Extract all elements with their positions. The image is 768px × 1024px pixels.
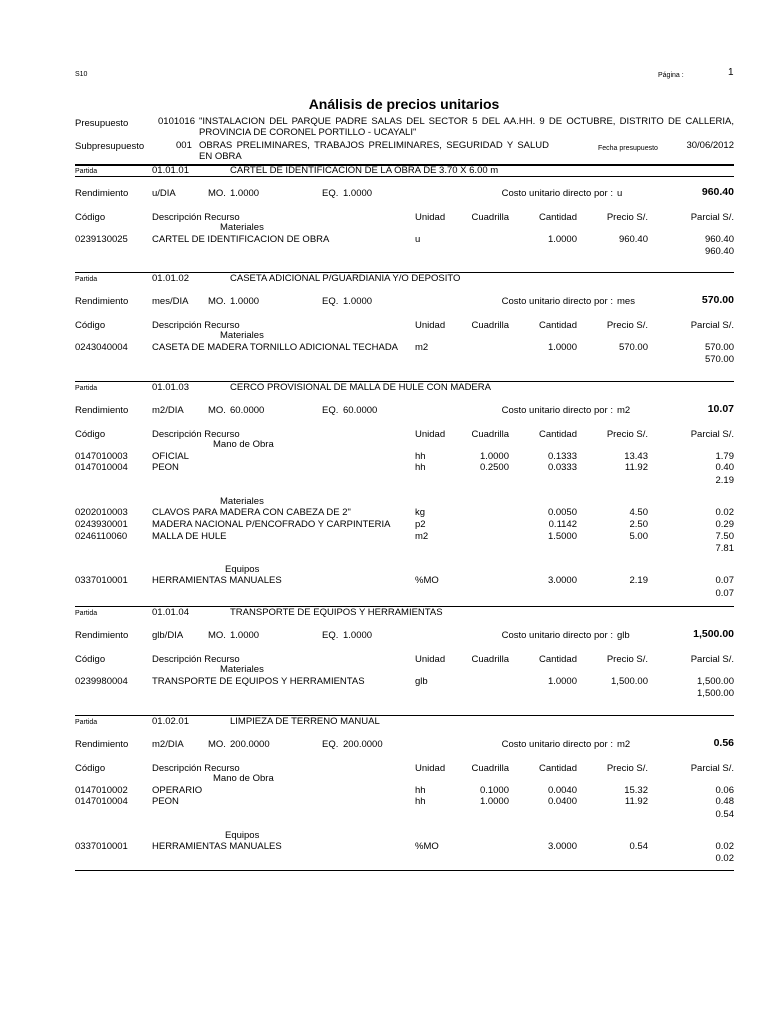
row-cantidad: 0.0040 <box>547 784 577 796</box>
partida-label: Partida <box>75 385 98 392</box>
costo-unitario-label: Costo unitario directo por : <box>501 296 613 307</box>
row-unit: u <box>415 233 421 245</box>
resource-group-label: Materiales <box>220 330 264 341</box>
row-code: 0147010002 <box>75 784 128 796</box>
row-precio: 960.40 <box>618 233 648 245</box>
costo-unitario-value: 10.07 <box>707 403 734 415</box>
column-header-cuadrilla: Cuadrilla <box>471 654 509 665</box>
row-unit: kg <box>415 507 426 519</box>
partida-code: 01.01.01 <box>152 165 189 176</box>
eq-label: EQ. <box>322 405 339 416</box>
resource-group-label: Mano de Obra <box>213 773 274 784</box>
column-header-parcial: Parcial S/. <box>690 654 734 665</box>
column-header-cuadrilla: Cuadrilla <box>471 763 509 774</box>
report-code: S10 <box>75 71 88 78</box>
partida-code: 01.01.04 <box>152 607 189 618</box>
row-cuadrilla: 1.0000 <box>479 450 509 462</box>
column-header-codigo: Código <box>75 212 106 223</box>
rendimiento-unit: mes/DIA <box>152 296 189 307</box>
costo-unitario-unit: glb <box>617 630 630 641</box>
row-cantidad: 0.0333 <box>547 462 577 474</box>
row-description: HERRAMIENTAS MANUALES <box>152 841 282 853</box>
row-parcial: 0.02 <box>715 507 734 519</box>
row-precio: 2.19 <box>629 575 648 587</box>
resource-group-label: Equipos <box>225 829 260 841</box>
row-precio: 11.92 <box>624 796 648 808</box>
costo-unitario-value: 0.56 <box>713 737 734 749</box>
rendimiento-label: Rendimiento <box>75 405 129 416</box>
row-description: PEON <box>152 796 179 808</box>
row-unit: m2 <box>415 341 429 353</box>
mo-value: 1.0000 <box>230 296 260 307</box>
row-precio: 2.50 <box>629 518 648 530</box>
group-subtotal: 2.19 <box>715 474 734 486</box>
row-unit: glb <box>415 675 428 687</box>
page-number: 1 <box>728 67 734 78</box>
column-header-parcial: Parcial S/. <box>690 763 734 774</box>
partida-underline <box>75 176 734 177</box>
row-unit: hh <box>415 462 426 474</box>
column-header-unidad: Unidad <box>415 320 446 331</box>
row-parcial: 570.00 <box>704 341 734 353</box>
row-unit: hh <box>415 784 426 796</box>
partida-label: Partida <box>75 276 98 283</box>
eq-label: EQ. <box>322 739 339 750</box>
row-description: OFICIAL <box>152 450 189 462</box>
costo-unitario-label: Costo unitario directo por : <box>501 405 613 416</box>
row-description: MADERA NACIONAL P/ENCOFRADO Y CARPINTERIA <box>152 518 391 530</box>
row-unit: hh <box>415 796 426 808</box>
row-parcial: 0.02 <box>715 841 734 853</box>
row-code: 0246110060 <box>75 530 128 542</box>
resource-group-label: Equipos <box>225 563 260 575</box>
partida-description: LIMPIEZA DE TERRENO MANUAL <box>230 716 380 727</box>
costo-unitario-unit: m2 <box>617 405 631 416</box>
row-description: HERRAMIENTAS MANUALES <box>152 575 282 587</box>
mo-label: MO. <box>208 405 226 416</box>
row-unit: hh <box>415 450 426 462</box>
row-cantidad: 3.0000 <box>547 841 577 853</box>
presupuesto-label: Presupuesto <box>75 118 129 129</box>
column-header-precio: Precio S/. <box>606 654 648 665</box>
row-code: 0243930001 <box>75 518 128 530</box>
row-unit: m2 <box>415 530 429 542</box>
row-parcial: 7.50 <box>715 530 734 542</box>
costo-unitario-unit: m2 <box>617 739 631 750</box>
fecha-presupuesto-label: Fecha presupuesto <box>598 145 658 152</box>
column-header-parcial: Parcial S/. <box>690 212 734 223</box>
group-subtotal: 0.54 <box>715 808 734 820</box>
row-cuadrilla: 1.0000 <box>479 796 509 808</box>
column-header-descripcion: Descripción Recurso <box>152 429 240 440</box>
row-description: CLAVOS PARA MADERA CON CABEZA DE 2" <box>152 507 351 519</box>
column-header-codigo: Código <box>75 429 106 440</box>
partida-description: CERCO PROVISIONAL DE MALLA DE HULE CON MADERA <box>230 382 491 393</box>
rendimiento-label: Rendimiento <box>75 188 129 199</box>
column-header-cantidad: Cantidad <box>538 429 577 440</box>
eq-label: EQ. <box>322 630 339 641</box>
subpresupuesto-label: Subpresupuesto <box>75 141 145 152</box>
row-unit: p2 <box>415 518 426 530</box>
row-cantidad: 0.1333 <box>547 450 577 462</box>
column-header-descripcion: Descripción Recurso <box>152 320 240 331</box>
fecha-presupuesto-value: 30/06/2012 <box>686 140 734 151</box>
row-cuadrilla: 0.1000 <box>479 784 509 796</box>
costo-unitario-value: 1,500.00 <box>693 628 734 640</box>
row-code: 0243040004 <box>75 341 128 353</box>
row-code: 0337010001 <box>75 841 128 853</box>
column-header-unidad: Unidad <box>415 654 446 665</box>
column-header-precio: Precio S/. <box>606 429 648 440</box>
column-header-unidad: Unidad <box>415 763 446 774</box>
column-header-cantidad: Cantidad <box>538 654 577 665</box>
mo-label: MO. <box>208 296 226 307</box>
subpresupuesto-description: OBRAS PRELIMINARES, TRABAJOS PRELIMINARES, SEGURIDAD Y SALUD EN OBRA <box>199 140 549 162</box>
column-header-parcial: Parcial S/. <box>690 429 734 440</box>
column-header-parcial: Parcial S/. <box>690 320 734 331</box>
column-header-unidad: Unidad <box>415 212 446 223</box>
mo-value: 200.0000 <box>230 739 270 750</box>
row-code: 0202010003 <box>75 507 128 519</box>
subpresupuesto-code: 001 <box>176 140 192 151</box>
partida-description: CARTEL DE IDENTIFICACION DE LA OBRA DE 3.70 X 6.00 m <box>230 165 499 176</box>
costo-unitario-label: Costo unitario directo por : <box>501 630 613 641</box>
column-header-codigo: Código <box>75 320 106 331</box>
row-cuadrilla: 0.2500 <box>479 462 509 474</box>
row-description: MALLA DE HULE <box>152 530 227 542</box>
partida-label: Partida <box>75 168 98 175</box>
column-header-cuadrilla: Cuadrilla <box>471 320 509 331</box>
costo-unitario-unit: u <box>617 188 623 199</box>
rendimiento-unit: m2/DIA <box>152 739 184 750</box>
column-header-precio: Precio S/. <box>606 763 648 774</box>
resource-group-label: Materiales <box>220 664 264 675</box>
row-code: 0239980004 <box>75 675 128 687</box>
group-subtotal: 1,500.00 <box>697 687 734 699</box>
row-precio: 570.00 <box>618 341 648 353</box>
row-description: CARTEL DE IDENTIFICACION DE OBRA <box>152 233 330 245</box>
row-cantidad: 3.0000 <box>547 575 577 587</box>
rendimiento-unit: glb/DIA <box>152 630 184 641</box>
row-cantidad: 0.0400 <box>547 796 577 808</box>
row-parcial: 0.40 <box>715 462 734 474</box>
row-code: 0147010004 <box>75 462 128 474</box>
eq-label: EQ. <box>322 296 339 307</box>
partida-description: TRANSPORTE DE EQUIPOS Y HERRAMIENTAS <box>230 607 443 618</box>
row-parcial: 1,500.00 <box>697 675 734 687</box>
page-label: Página : <box>658 72 684 79</box>
costo-unitario-value: 960.40 <box>701 186 734 198</box>
costo-unitario-value: 570.00 <box>701 294 734 306</box>
rendimiento-label: Rendimiento <box>75 630 129 641</box>
column-header-descripcion: Descripción Recurso <box>152 654 240 665</box>
row-cantidad: 1.0000 <box>547 675 577 687</box>
row-unit: %MO <box>415 575 439 587</box>
resource-group-label: Materiales <box>220 495 264 507</box>
column-header-descripcion: Descripción Recurso <box>152 763 240 774</box>
row-precio: 15.32 <box>624 784 648 796</box>
mo-value: 1.0000 <box>230 188 260 199</box>
eq-label: EQ. <box>322 188 339 199</box>
partida-code: 01.01.03 <box>152 382 189 393</box>
row-cantidad: 1.0000 <box>547 341 577 353</box>
row-parcial: 0.48 <box>715 796 734 808</box>
partida-label: Partida <box>75 719 98 726</box>
row-description: PEON <box>152 462 179 474</box>
row-parcial: 0.29 <box>715 518 734 530</box>
partida-code: 01.01.02 <box>152 273 189 284</box>
group-subtotal: 0.07 <box>715 587 734 599</box>
partida-code: 01.02.01 <box>152 716 189 727</box>
presupuesto-description: "INSTALACION DEL PARQUE PADRE SALAS DEL SECTOR 5 DEL AA.HH. 9 DE OCTUBRE, DISTRITO DE CALLERIA, PROVINCIA DE CORONEL PORTILLO - UCAYALI" <box>199 116 734 138</box>
column-header-cantidad: Cantidad <box>538 212 577 223</box>
column-header-precio: Precio S/. <box>606 212 648 223</box>
row-precio: 4.50 <box>629 507 648 519</box>
column-header-cantidad: Cantidad <box>538 763 577 774</box>
row-parcial: 0.06 <box>715 784 734 796</box>
costo-unitario-label: Costo unitario directo por : <box>501 739 613 750</box>
row-precio: 13.43 <box>624 450 648 462</box>
presupuesto-code: 0101016 <box>158 116 195 127</box>
row-description: TRANSPORTE DE EQUIPOS Y HERRAMIENTAS <box>152 675 365 687</box>
row-parcial: 0.07 <box>715 575 734 587</box>
costo-unitario-label: Costo unitario directo por : <box>501 188 613 199</box>
row-precio: 0.54 <box>629 841 648 853</box>
rendimiento-unit: u/DIA <box>152 188 176 199</box>
mo-label: MO. <box>208 630 226 641</box>
eq-value: 1.0000 <box>343 188 373 199</box>
mo-value: 60.0000 <box>230 405 265 416</box>
column-header-cantidad: Cantidad <box>538 320 577 331</box>
row-description: OPERARIO <box>152 784 203 796</box>
row-code: 0239130025 <box>75 233 128 245</box>
partida-label: Partida <box>75 610 98 617</box>
row-unit: %MO <box>415 841 439 853</box>
rendimiento-unit: m2/DIA <box>152 405 184 416</box>
row-precio: 1,500.00 <box>611 675 648 687</box>
column-header-unidad: Unidad <box>415 429 446 440</box>
row-cantidad: 0.0050 <box>547 507 577 519</box>
eq-value: 60.0000 <box>343 405 378 416</box>
group-subtotal: 570.00 <box>704 353 734 365</box>
mo-label: MO. <box>208 188 226 199</box>
mo-label: MO. <box>208 739 226 750</box>
row-parcial: 1.79 <box>715 450 734 462</box>
column-header-precio: Precio S/. <box>606 320 648 331</box>
mo-value: 1.0000 <box>230 630 260 641</box>
group-subtotal: 7.81 <box>715 542 734 554</box>
row-precio: 11.92 <box>624 462 648 474</box>
column-header-cuadrilla: Cuadrilla <box>471 212 509 223</box>
eq-value: 1.0000 <box>343 296 373 307</box>
row-cantidad: 0.1142 <box>548 518 577 530</box>
page-title: Análisis de precios unitarios <box>308 96 500 112</box>
group-subtotal: 0.02 <box>715 853 734 865</box>
column-header-codigo: Código <box>75 763 106 774</box>
partida-description: CASETA ADICIONAL P/GUARDIANIA Y/O DEPOSITO <box>230 273 461 284</box>
group-subtotal: 960.40 <box>704 245 734 257</box>
row-code: 0147010003 <box>75 450 128 462</box>
eq-value: 1.0000 <box>343 630 373 641</box>
report-bottom-rule <box>75 870 734 871</box>
row-cantidad: 1.5000 <box>547 530 577 542</box>
rendimiento-label: Rendimiento <box>75 739 129 750</box>
row-cantidad: 1.0000 <box>547 233 577 245</box>
column-header-descripcion: Descripción Recurso <box>152 212 240 223</box>
row-parcial: 960.40 <box>704 233 734 245</box>
costo-unitario-unit: mes <box>617 296 635 307</box>
row-code: 0147010004 <box>75 796 128 808</box>
resource-group-label: Mano de Obra <box>213 439 274 450</box>
resource-group-label: Materiales <box>220 222 264 233</box>
row-precio: 5.00 <box>629 530 648 542</box>
row-description: CASETA DE MADERA TORNILLO ADICIONAL TECHADA <box>152 341 399 353</box>
row-code: 0337010001 <box>75 575 128 587</box>
column-header-codigo: Código <box>75 654 106 665</box>
rendimiento-label: Rendimiento <box>75 296 129 307</box>
column-header-cuadrilla: Cuadrilla <box>471 429 509 440</box>
eq-value: 200.0000 <box>343 739 383 750</box>
